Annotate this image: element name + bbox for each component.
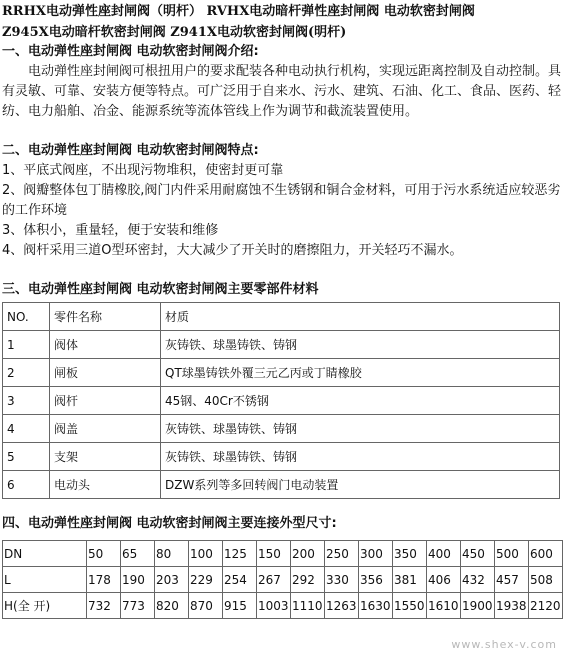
table-cell: 45钢、40Cr不锈钢 xyxy=(161,387,560,415)
table-cell: 203 xyxy=(155,567,189,593)
table-cell: 150 xyxy=(257,541,291,567)
table-cell: 200 xyxy=(291,541,325,567)
table-header-row xyxy=(3,303,560,331)
table-cell: 支架 xyxy=(50,443,161,471)
table-cell: 65 xyxy=(121,541,155,567)
dimensions-table xyxy=(2,540,563,619)
table-cell: 773 xyxy=(121,593,155,619)
table-cell: 100 xyxy=(189,541,223,567)
table-cell: 阀杆 xyxy=(50,387,161,415)
table-header-cell: NO. xyxy=(3,303,50,331)
table-cell: 6 xyxy=(3,471,50,499)
table-cell: 330 xyxy=(325,567,359,593)
table-cell: DZW系列等多回转阀门电动装置 xyxy=(161,471,560,499)
table-cell: 灰铸铁、球墨铸铁、铸钢 xyxy=(161,415,560,443)
table-cell: 508 xyxy=(529,567,563,593)
table-cell: 125 xyxy=(223,541,257,567)
table-cell: 406 xyxy=(427,567,461,593)
table-cell: 250 xyxy=(325,541,359,567)
table-cell: 灰铸铁、球墨铸铁、铸钢 xyxy=(161,331,560,359)
table-cell: 闸板 xyxy=(50,359,161,387)
table-cell: 400 xyxy=(427,541,461,567)
table-cell: 1938 xyxy=(495,593,529,619)
row-label-cell: DN xyxy=(3,541,87,567)
row-label-cell: H(全 开) xyxy=(3,593,87,619)
document-page xyxy=(2,0,563,619)
table-cell: QT球墨铸铁外覆三元乙丙或丁睛橡胶 xyxy=(161,359,560,387)
table-row xyxy=(3,541,563,567)
table-row xyxy=(3,359,560,387)
section-4-heading: 四、电动弹性座封闸阀 电动软密封闸阀主要连接外型尺寸: xyxy=(2,516,337,531)
table-cell: 1003 xyxy=(257,593,291,619)
table-cell: 1630 xyxy=(359,593,393,619)
table-cell: 5 xyxy=(3,443,50,471)
table-row xyxy=(3,567,563,593)
table-cell: 600 xyxy=(529,541,563,567)
watermark: www.shex-v.com xyxy=(451,638,557,651)
table-cell: 阀体 xyxy=(50,331,161,359)
section-1-heading: 一、电动弹性座封闸阀 电动软密封闸阀介绍: xyxy=(2,44,259,59)
table-cell: 1900 xyxy=(461,593,495,619)
product-title-line-2: Z945X电动暗杆软密封闸阀 Z941X电动软密封闸阀(明杆) xyxy=(2,25,347,40)
table-cell: 2120 xyxy=(529,593,563,619)
table-cell: 1610 xyxy=(427,593,461,619)
table-cell: 292 xyxy=(291,567,325,593)
feature-item-2: 2、阀瓣整体包丁腈橡胶,阀门内件采用耐腐蚀不生锈钢和铜合金材料，可用于污水系统适应较恶劣的工作环境 xyxy=(2,183,561,218)
table-cell: 灰铸铁、球墨铸铁、铸钢 xyxy=(161,443,560,471)
table-cell: 1 xyxy=(3,331,50,359)
table-cell: 300 xyxy=(359,541,393,567)
feature-item-1: 1、平底式阀座，不出现污物堆积，使密封更可靠 xyxy=(2,163,284,178)
table-cell: 阀盖 xyxy=(50,415,161,443)
table-cell: 500 xyxy=(495,541,529,567)
feature-item-3: 3、体积小，重量轻，便于安装和维修 xyxy=(2,223,219,238)
table-row xyxy=(3,471,560,499)
section-2-heading: 二、电动弹性座封闸阀 电动软密封闸阀特点: xyxy=(2,143,259,158)
table-cell: 1263 xyxy=(325,593,359,619)
table-cell: 50 xyxy=(87,541,121,567)
table-row xyxy=(3,415,560,443)
section-1-paragraph: 电动弹性座封闸阀可根扭用户的要求配装各种电动执行机构，实现远距离控制及自动控制。具有灵敏、可靠、安装方便等特点。可广泛用于自来水、污水、建筑、石油、化工、食品、医药、轻纺、电力船舶、冶金、能源系统等流体管线上作为调节和截流装置使用。 xyxy=(2,64,562,119)
table-cell: 432 xyxy=(461,567,495,593)
table-row xyxy=(3,387,560,415)
table-row xyxy=(3,331,560,359)
table-cell: 356 xyxy=(359,567,393,593)
section-3-heading: 三、电动弹性座封闸阀 电动软密封闸阀主要零部件材料 xyxy=(2,282,319,297)
parts-materials-table xyxy=(2,302,560,499)
table-cell: 电动头 xyxy=(50,471,161,499)
table-cell: 915 xyxy=(223,593,257,619)
table-header-cell: 零件名称 xyxy=(50,303,161,331)
table-cell: 229 xyxy=(189,567,223,593)
feature-item-4: 4、阀杆采用三道O型环密封，大大减少了开关时的磨擦阻力，开关轻巧不漏水。 xyxy=(2,243,463,258)
table-cell: 457 xyxy=(495,567,529,593)
table-cell: 1110 xyxy=(291,593,325,619)
table-row xyxy=(3,443,560,471)
table-cell: 870 xyxy=(189,593,223,619)
table-cell: 350 xyxy=(393,541,427,567)
table-cell: 267 xyxy=(257,567,291,593)
table-cell: 178 xyxy=(87,567,121,593)
table-cell: 190 xyxy=(121,567,155,593)
table-cell: 254 xyxy=(223,567,257,593)
table-cell: 80 xyxy=(155,541,189,567)
table-cell: 2 xyxy=(3,359,50,387)
table-cell: 381 xyxy=(393,567,427,593)
product-title-line-1: RRHX电动弹性座封闸阀（明杆） RVHX电动暗杆弹性座封闸阀 电动软密封闸阀 xyxy=(2,4,475,19)
table-cell: 4 xyxy=(3,415,50,443)
table-row xyxy=(3,593,563,619)
table-cell: 1550 xyxy=(393,593,427,619)
table-header-cell: 材质 xyxy=(161,303,560,331)
table-cell: 820 xyxy=(155,593,189,619)
row-label-cell: L xyxy=(3,567,87,593)
table-cell: 450 xyxy=(461,541,495,567)
table-cell: 3 xyxy=(3,387,50,415)
table-cell: 732 xyxy=(87,593,121,619)
